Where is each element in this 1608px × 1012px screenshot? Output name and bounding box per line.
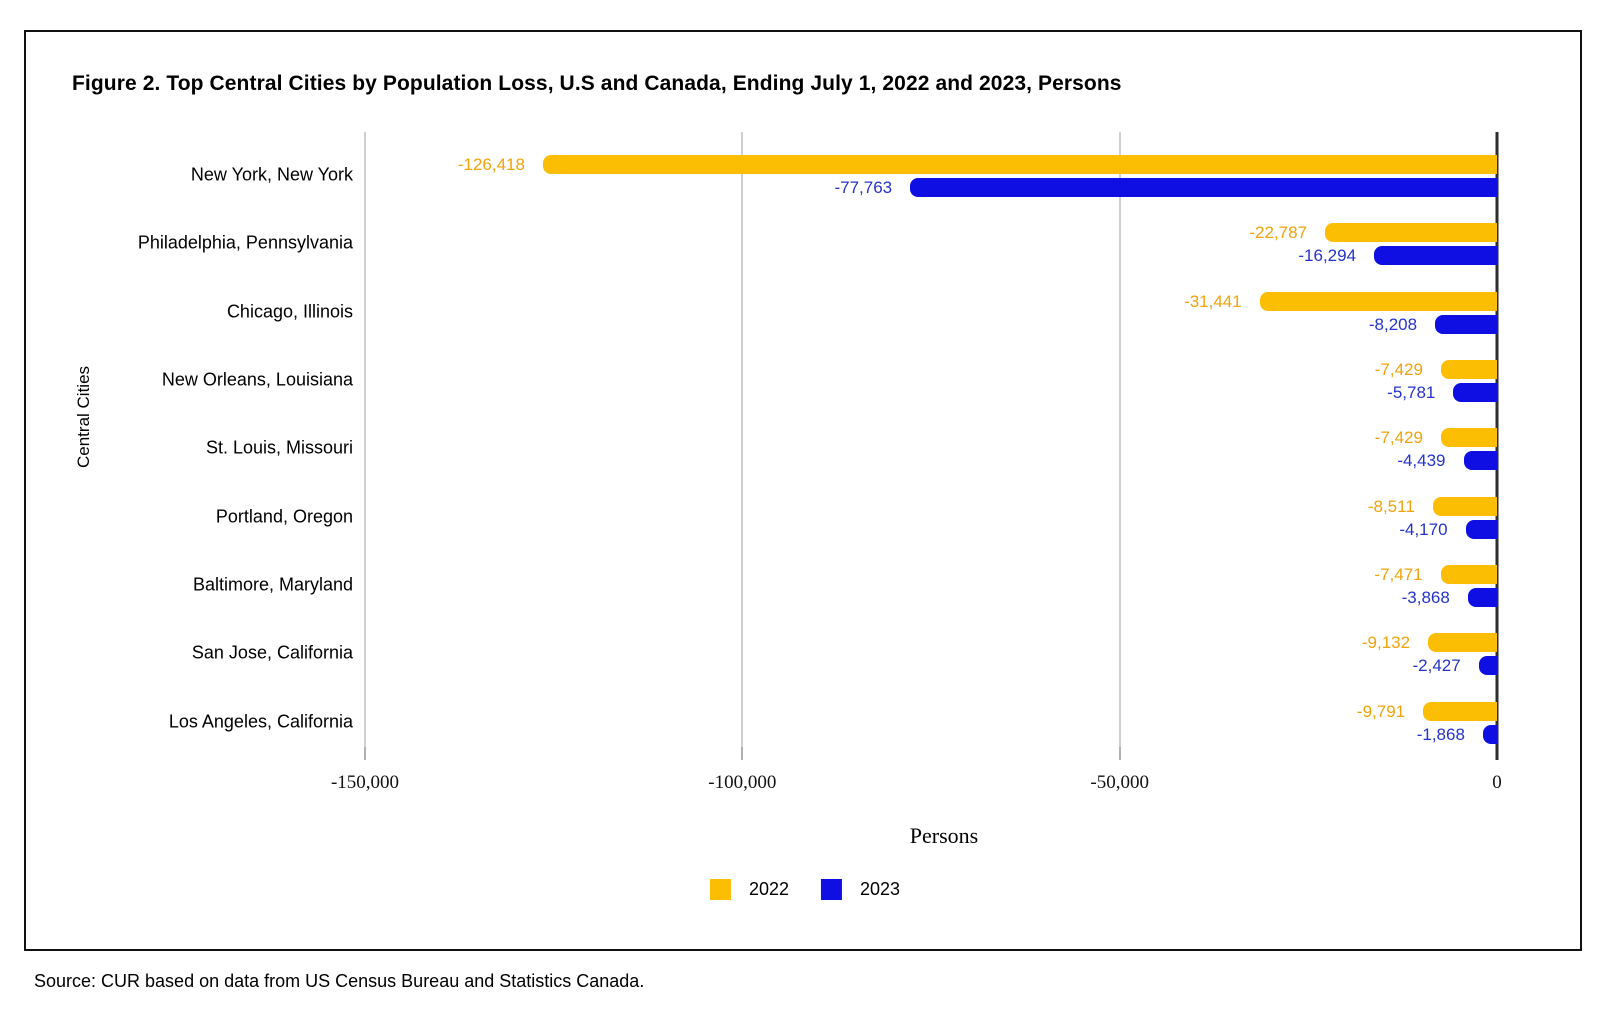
value-label-2022: -9,791 [1356,701,1406,721]
value-label-2023: -4,439 [1397,451,1446,471]
category-label: St. Louis, Missouri [205,437,353,458]
bar-2023 [910,178,1497,197]
value-label-2022: -7,429 [1374,360,1423,379]
legend-label-2022: 2022 [748,879,789,899]
value-label-2023: -16,294 [1298,246,1357,266]
legend-swatch-2022 [710,879,731,900]
value-label-2023: -77,763 [834,178,893,197]
x-tick-label: -150,000 [330,772,400,793]
legend-item-2023 [821,879,900,900]
legend-item-2022 [710,879,789,900]
bar-2022 [1441,565,1497,584]
bar-2022 [1433,497,1497,516]
bar-2022 [1428,633,1497,652]
bar-2023 [1483,725,1497,744]
bar-2022 [1325,223,1497,242]
bar-2023 [1464,451,1497,470]
category-label: San Jose, California [191,642,353,663]
legend-swatch-2023 [821,879,842,900]
value-label-2023: -5,781 [1387,383,1436,402]
category-label: New Orleans, Louisiana [161,369,353,390]
source-note: Source: CUR based on data from US Census Bureau and Statistics Canada. [34,971,645,991]
legend-label-2023: 2023 [860,879,901,899]
bar-2023 [1468,588,1497,607]
bar-2023 [1453,383,1497,402]
chart-row [191,610,1497,678]
value-label-2023: -4,170 [1399,519,1448,539]
category-label: Los Angeles, California [168,711,353,732]
chart-row [205,405,1497,473]
value-label-2023: -8,208 [1368,314,1418,334]
bar-2022 [1260,292,1497,311]
category-label: Philadelphia, Pennsylvania [137,232,353,253]
value-label-2022: -31,441 [1184,291,1242,311]
chart-row [192,542,1497,610]
bar-2023 [1374,246,1497,265]
x-tick-label: -100,000 [708,772,777,793]
chart-row [226,269,1497,337]
bar-2022 [1441,428,1497,447]
bar-2023 [1479,656,1497,675]
chart-row [137,200,1497,268]
x-tick-label: 0 [1492,772,1502,793]
x-tick-label: -50,000 [1090,772,1149,793]
x-axis-title: Persons [909,823,979,848]
category-label: Baltimore, Maryland [192,574,353,595]
chart-title: Figure 2. Top Central Cities by Population Loss, U.S and Canada, Ending July 1, 2022 and 2023, Persons [72,72,1122,95]
bar-2022 [543,155,1497,174]
tick-mark [1496,747,1499,760]
bar-2022 [1423,702,1497,721]
value-label-2022: -8,511 [1367,496,1415,516]
plot-area [137,132,1497,747]
y-axis-title: Central Cities [74,365,93,469]
value-label-2022: -22,787 [1249,223,1308,243]
bar-2023 [1466,520,1497,539]
value-label-2022: -7,429 [1374,428,1423,448]
tick-mark [1119,747,1121,760]
category-label: Portland, Oregon [215,506,353,527]
bar-2022 [1441,360,1497,379]
chart-row [168,679,1497,747]
x-axis-ticks [330,747,1502,827]
bar-2023 [1435,315,1497,334]
chart-row [161,337,1497,405]
value-label-2023: -3,868 [1401,588,1450,607]
tick-mark [364,747,366,760]
figure-frame [24,30,1582,951]
legend [710,879,900,900]
value-label-2022: -7,471 [1374,565,1423,584]
chart-row [215,474,1497,542]
value-label-2022: -126,418 [457,155,525,174]
category-label: Chicago, Illinois [226,301,353,322]
chart-row [190,132,1497,200]
tick-mark [741,747,743,760]
value-label-2022: -9,132 [1361,633,1411,653]
category-label: New York, New York [190,164,353,185]
value-label-2023: -2,427 [1412,656,1461,676]
value-label-2023: -1,868 [1416,724,1465,744]
